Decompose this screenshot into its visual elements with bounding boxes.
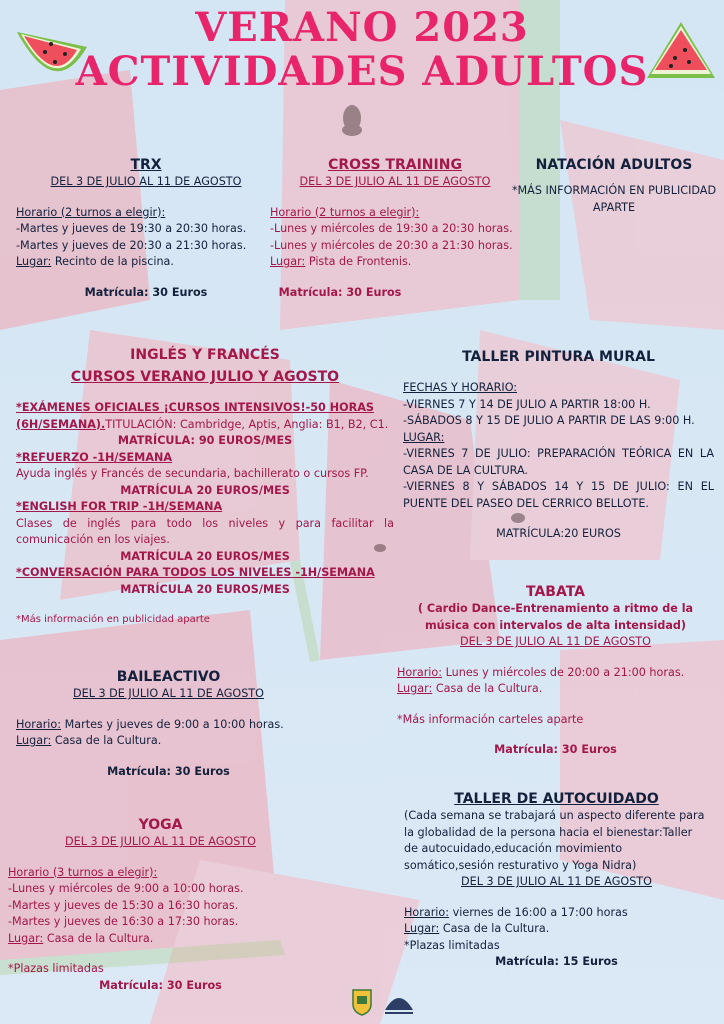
baile-place: Casa de la Cultura. <box>51 734 162 747</box>
yoga-schedule-line: -Lunes y miércoles de 9:00 a 10:00 horas. <box>8 882 244 895</box>
tabata-section <box>397 583 714 759</box>
tabata-place: Casa de la Cultura. <box>432 682 543 695</box>
trx-section <box>16 156 276 301</box>
autocuidado-place: Casa de la Cultura. <box>439 922 550 935</box>
ingles-subtitle: CURSOS VERANO JULIO Y AGOSTO <box>70 369 340 385</box>
exams-text: TITULACIÓN: Cambridge, Aptis, Anglia: B1, B2, C1. <box>105 417 389 431</box>
tabata-subtitle: ( Cardio Dance-Entrenamiento a ritmo de la música con intervalos de alta intensidad) <box>417 602 694 632</box>
natacion-section <box>505 156 723 216</box>
autocuidado-dates: DEL 3 DE JULIO AL 11 DE AGOSTO <box>461 875 652 888</box>
trx-place-label: Lugar: <box>16 255 52 268</box>
yoga-dates: DEL 3 DE JULIO AL 11 DE AGOSTO <box>65 835 256 848</box>
trx-fee: Matrícula: 30 Euros <box>84 285 208 299</box>
yoga-schedule-label: Horario (3 turnos a elegir): <box>8 865 158 879</box>
cross-training-section <box>270 156 520 301</box>
conversation-fee: MATRÍCULA 20 EUROS/MES <box>120 582 290 596</box>
page-subtitle: ACTIVIDADES ADULTOS <box>75 48 649 95</box>
autocuidado-schedule-label: Horario: <box>404 905 450 919</box>
pintura-title: TALLER PINTURA MURAL <box>462 349 655 365</box>
baile-fee: Matrícula: 30 Euros <box>107 764 230 778</box>
tabata-schedule: Lunes y miércoles de 20:00 a 21:00 horas. <box>442 665 685 679</box>
autocuidado-section <box>404 790 709 971</box>
refuerzo-text: Ayuda inglés y Francés de secundaria, bachillerato o cursos FP. <box>16 467 369 480</box>
refuerzo-label: *REFUERZO -1H/SEMANA <box>16 450 172 464</box>
natacion-title: NATACIÓN ADULTOS <box>535 157 693 173</box>
pintura-place: -VIERNES 8 Y SÁBADOS 14 Y 15 DE JULIO: EN EL PUENTE DEL PASEO DEL CERRICO BELLOTE. <box>403 480 714 510</box>
baile-schedule-label: Horario: <box>16 717 62 731</box>
pintura-line: -VIERNES 7 Y 14 DE JULIO A PARTIR 18:00 H. <box>403 397 651 411</box>
ingles-note: *Más información en publicidad aparte <box>16 614 210 625</box>
yoga-fee: Matrícula: 30 Euros <box>99 978 222 992</box>
trx-schedule-line: -Martes y jueves de 19:30 a 20:30 horas. <box>16 222 247 235</box>
cross-schedule-line: -Lunes y miércoles de 19:30 a 20:30 horas. <box>270 222 513 235</box>
autocuidado-place-label: Lugar: <box>404 922 440 935</box>
pintura-fee: MATRÍCULA:20 EUROS <box>496 527 621 540</box>
tabata-dates: DEL 3 DE JULIO AL 11 DE AGOSTO <box>460 635 651 648</box>
ingles-section <box>16 346 394 629</box>
baile-title: BAILEACTIVO <box>116 669 221 685</box>
cross-place-label: Lugar: <box>270 255 306 268</box>
cross-title: CROSS TRAINING <box>328 157 462 173</box>
pintura-place: -VIERNES 7 DE JULIO: PREPARACIÓN TEÓRICA EN LA CASA DE LA CULTURA. <box>403 447 714 477</box>
yoga-schedule-line: -Martes y jueves de 16:30 a 17:30 horas. <box>8 915 239 928</box>
trip-text: Clases de inglés para todo los niveles y para facilitar la comunicación en los viajes. <box>16 516 394 546</box>
baile-place-label: Lugar: <box>16 734 52 747</box>
baile-dates: DEL 3 DE JULIO AL 11 DE AGOSTO <box>73 687 264 700</box>
yoga-place: Casa de la Cultura. <box>43 931 154 945</box>
exams-label: *EXÁMENES OFICIALES ¡CURSOS INTENSIVOS!-50 HORAS (6H/SEMANA). <box>16 401 374 431</box>
cross-schedule-line: -Lunes y miércoles de 20:30 a 21:30 horas. <box>270 238 513 252</box>
trx-dates: DEL 3 DE JULIO AL 11 DE AGOSTO <box>50 175 242 188</box>
exams-fee: MATRÍCULA: 90 EUROS/MES <box>117 434 293 447</box>
baile-schedule: Martes y jueves de 9:00 a 10:00 horas. <box>61 717 284 731</box>
trip-fee: MATRÍCULA 20 EUROS/MES <box>120 549 290 563</box>
tabata-fee: Matrícula: 30 Euros <box>494 743 617 756</box>
yoga-place-label: Lugar: <box>8 931 44 945</box>
yoga-section <box>8 816 313 994</box>
baile-section <box>16 668 321 780</box>
pintura-place-label: LUGAR: <box>403 430 445 444</box>
pintura-line: -SÁBADOS 8 Y 15 DE JULIO A PARTIR DE LAS 9:00 H. <box>403 414 695 427</box>
autocuidado-schedule: viernes de 16:00 a 17:00 horas <box>449 905 628 919</box>
tabata-note: *Más información carteles aparte <box>397 712 584 726</box>
cross-schedule-label: Horario (2 turnos a elegir): <box>270 205 420 219</box>
town-crest-icon <box>351 988 373 1016</box>
pintura-section <box>403 348 714 543</box>
natacion-info: *MÁS INFORMACIÓN EN PUBLICIDAD APARTE <box>511 184 717 214</box>
autocuidado-desc: (Cada semana se trabajará un aspecto diferente para la globalidad de la persona hacia el bienestar:Taller de autocuidado,educación movimiento somático,sesión resturativo y Yoga Nidra) <box>404 809 705 872</box>
conversation-label: *CONVERSACIÓN PARA TODOS LOS NIVELES -1H/SEMANA <box>16 566 375 579</box>
yoga-title: YOGA <box>138 817 183 833</box>
ingles-title: INGLÉS Y FRANCÉS <box>130 347 280 363</box>
autocuidado-title: TALLER DE AUTOCUIDADO <box>454 791 659 807</box>
pintura-label: FECHAS Y HORARIO: <box>403 381 518 394</box>
trip-label: *ENGLISH FOR TRIP -1H/SEMANA <box>16 500 223 513</box>
autocuidado-fee: Matrícula: 15 Euros <box>495 955 618 968</box>
tabata-place-label: Lugar: <box>397 682 433 695</box>
tabata-title: TABATA <box>525 584 585 600</box>
trx-schedule-line: -Martes y jueves de 20:30 a 21:30 horas. <box>16 238 247 252</box>
page-title: VERANO 2023 <box>195 4 529 51</box>
cross-fee: Matrícula: 30 Euros <box>278 285 402 299</box>
trx-title: TRX <box>130 157 162 173</box>
cross-dates: DEL 3 DE JULIO AL 11 DE AGOSTO <box>299 175 491 188</box>
autocuidado-note: *Plazas limitadas <box>404 938 500 952</box>
yoga-schedule-line: -Martes y jueves de 15:30 a 16:30 horas. <box>8 898 239 912</box>
tabata-schedule-label: Horario: <box>397 665 443 679</box>
yoga-note: *Plazas limitadas <box>8 962 104 975</box>
refuerzo-fee: MATRÍCULA 20 EUROS/MES <box>120 483 290 497</box>
cross-place: Pista de Frontenis. <box>305 255 412 268</box>
cultural-logo-icon <box>381 988 417 1018</box>
trx-schedule-label: Horario (2 turnos a elegir): <box>16 205 166 219</box>
trx-place: Recinto de la piscina. <box>51 255 174 268</box>
